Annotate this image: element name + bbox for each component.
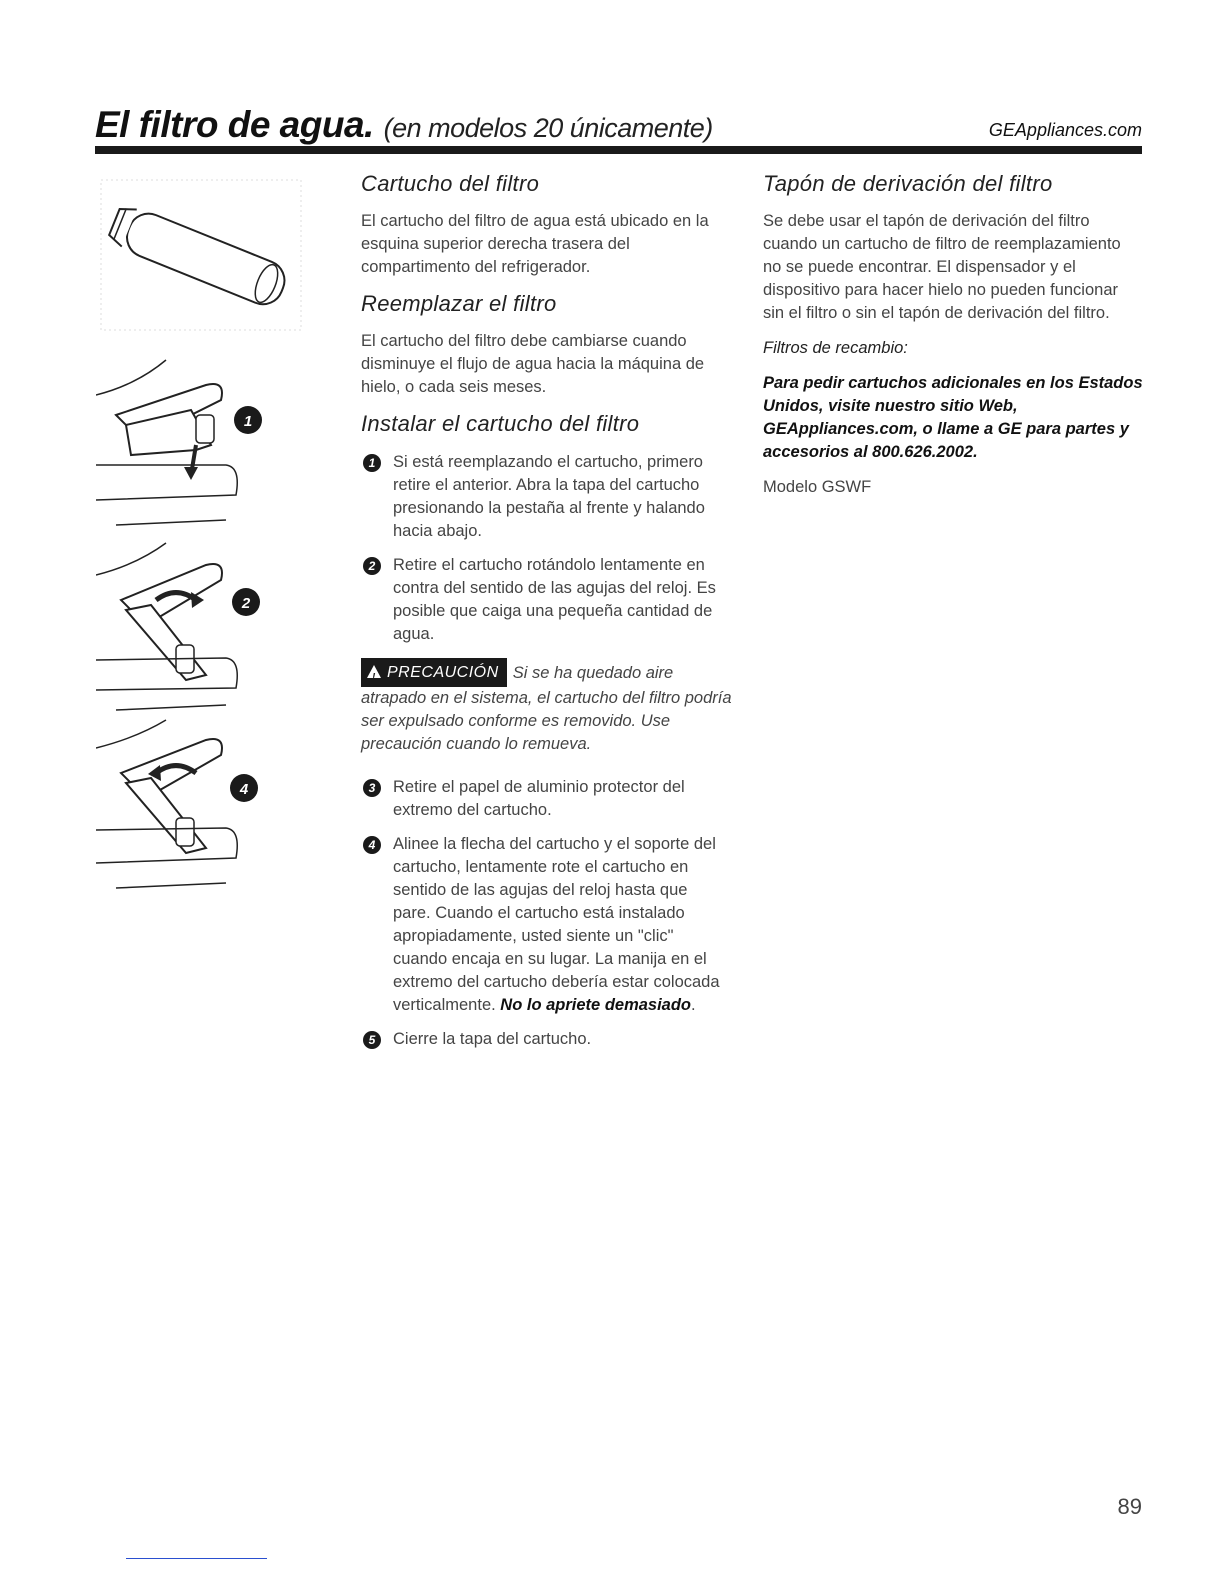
step-2	[361, 554, 741, 646]
step-number: 4	[363, 836, 381, 854]
title-text: El filtro de agua.	[95, 104, 374, 145]
step-1-badge-label: 1	[243, 413, 253, 430]
step-2-badge-label: 2	[241, 595, 251, 612]
cartucho-heading: Cartucho del filtro	[361, 171, 540, 196]
footer-line	[126, 1558, 267, 1559]
side-column	[763, 171, 1143, 499]
step-number: 5	[363, 1031, 381, 1049]
step-number: 3	[363, 779, 381, 797]
caution-label: PRECAUCIÓN	[387, 664, 499, 681]
filtros-label: Filtros de recambio:	[763, 339, 908, 357]
header-rule	[95, 146, 1142, 154]
step-2-illustration	[96, 540, 306, 720]
step-text: Retire el papel de aluminio protector del extremo del cartucho.	[393, 778, 685, 819]
step-text: Retire el cartucho rotándolo lentamente en contra del sentido de las agujas del reloj. Es posible que caiga una pequeña cantidad de agua.	[393, 556, 716, 643]
warning-icon	[367, 665, 381, 678]
step-text: Si está reemplazando el cartucho, primero retire el anterior. Abra la tapa del cartucho presionando la pestaña al frente y halando hacia abajo.	[393, 453, 705, 540]
cartucho-text: El cartucho del filtro de agua está ubicado en la esquina superior derecha trasera del compartimento del refrigerador.	[361, 212, 709, 276]
step-5	[361, 1028, 741, 1051]
caution-badge	[361, 658, 507, 687]
caution-text: Si se ha quedado aire atrapado en el sistema, el cartucho del filtro podría ser expulsado conforme es removido. Use precaución cuando lo remueva.	[361, 664, 732, 753]
main-column	[361, 171, 741, 1051]
page-header	[95, 104, 1142, 146]
reemplazar-text: El cartucho del filtro debe cambiarse cuando disminuye el flujo de agua hacia la máquina de hielo, o cada seis meses.	[361, 332, 705, 396]
instalar-heading: Instalar el cartucho del filtro	[361, 411, 640, 436]
step-3	[361, 776, 741, 822]
modelo-text: Modelo GSWF	[763, 478, 872, 496]
step-end: .	[691, 996, 696, 1014]
reemplazar-heading: Reemplazar el filtro	[361, 291, 557, 316]
page-title	[95, 104, 713, 146]
step-text: Cierre la tapa del cartucho.	[393, 1030, 592, 1048]
step-4-badge-label: 4	[239, 781, 249, 798]
title-subtitle: (en modelos 20 únicamente)	[383, 113, 713, 143]
tapon-text: Se debe usar el tapón de derivación del filtro cuando un cartucho de filtro de reemplazamiento no se puede encontrar. El dispensador y el dispositivo para hacer hielo no pueden funcionar sin el filtro o sin el tapón de derivación del filtro.	[763, 212, 1121, 322]
step-number: 1	[363, 454, 381, 472]
caution-block	[361, 658, 741, 756]
filter-cartridge-illustration	[96, 175, 306, 335]
step-number: 2	[363, 557, 381, 575]
page-number: 89	[1117, 1494, 1142, 1519]
site-url: GEAppliances.com	[988, 120, 1142, 140]
step-warning: No lo apriete demasiado	[500, 996, 692, 1014]
step-4-illustration	[96, 718, 306, 898]
step-text: Alinee la flecha del cartucho y el soporte del cartucho, lentamente rote el cartucho en sentido de las agujas del reloj hasta que pare. Cuando el cartucho está instalado apropiadamente, usted siente un "clic" cuando encaja en su lugar. La manija en el extremo del cartucho debería estar colocada verticalmente.	[393, 835, 720, 1014]
step-1-illustration	[96, 355, 306, 535]
tapon-heading: Tapón de derivación del filtro	[763, 171, 1053, 196]
step-1	[361, 451, 741, 543]
pedir-text: Para pedir cartuchos adicionales en los Estados Unidos, visite nuestro sitio Web, GEAppliances.com, o llame a GE para partes y accesorios al 800.626.2002.	[763, 374, 1143, 461]
step-4	[361, 833, 741, 1017]
